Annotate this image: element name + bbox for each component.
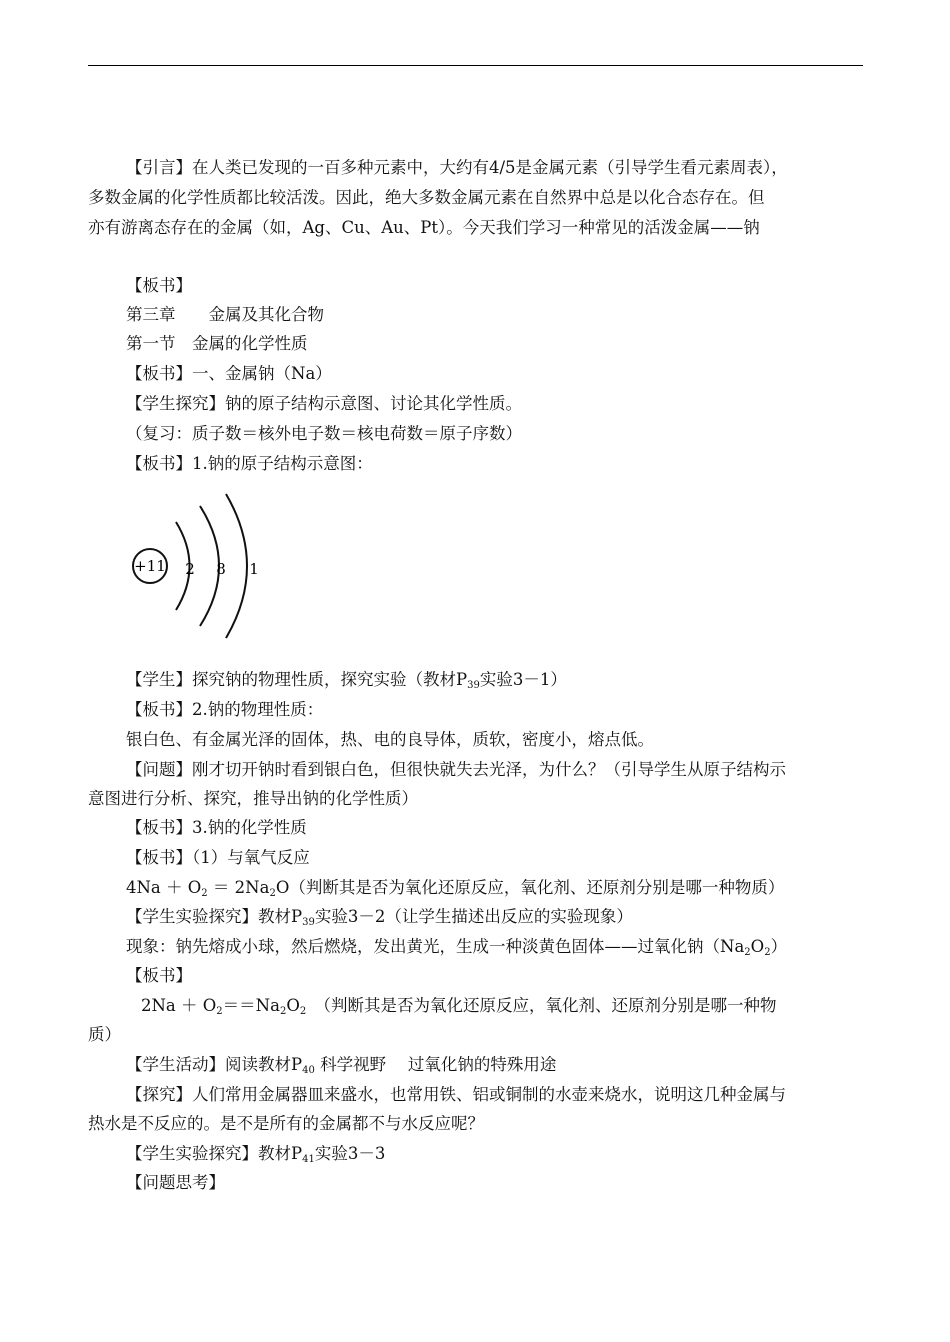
question-line-2: 意图进行分析、探究，推导出钠的化学性质） [88,789,418,808]
section-title: 第一节 金属的化学性质 [126,334,308,353]
board-atom-structure: 【板书】1.钠的原子结构示意图： [126,454,373,473]
shell-1-electrons: 2 [185,560,195,578]
electron-shell-3 [226,494,247,638]
student-experiment-2: 【学生实验探究】教材$P_{39}$实验3－2（让学生描述出反应的实验现象） [126,907,633,928]
student-physical-explore: 【学生】探究钠的物理性质，探究实验（教材$P_{39}$实验3－1） [126,670,567,691]
intro-line-3: 亦有游离态存在的金属（如，Ag、Cu、Au、Pt）。今天我们学习一种常见的活泼金属——钠 [88,218,760,237]
sodium-atom-diagram [118,492,268,642]
shell-2-electrons: 8 [216,560,226,578]
nucleus-label: +11 [134,557,166,575]
question-line-1: 【问题】刚才切开钠时看到银白色，但很快就失去光泽，为什么？（引导学生从原子结构示 [126,760,786,779]
phenomenon: 现象：钠先熔成小球，然后燃烧，发出黄光，生成一种淡黄色固体——过氧化钠$(Na_2O_2)$ [126,937,788,958]
student-activity: 【学生活动】阅读教材$P_{40}$ 科学视野 过氧化钠的特殊用途 [126,1055,557,1076]
board-oxygen-reaction: 【板书】（1）与氧气反应 [126,848,310,867]
physical-properties: 银白色、有金属光泽的固体，热、电的良导体，质软，密度小，熔点低。 [126,730,654,749]
student-explore-structure: 【学生探究】钠的原子结构示意图、讨论其化学性质。 [126,394,522,413]
board-heading-2: 【板书】 [126,966,192,985]
chapter-title: 第三章 金属及其化合物 [126,305,324,324]
intro-line-2: 多数金属的化学性质都比较活泼。因此，绝大多数金属元素在自然界中总是以化合态存在。但 [88,188,765,207]
board-physical: 【板书】2.钠的物理性质： [126,700,324,719]
board-chemical: 【板书】3.钠的化学性质 [126,818,307,837]
equation-2: $2Na + O_2==Na_2O_2$ （判断其是否为氧化还原反应，氧化剂、还原剂分别是哪一种物 [141,996,777,1017]
board-heading: 【板书】 [126,276,192,295]
student-experiment-3: 【学生实验探究】教材$P_{41}$实验3－3 [126,1144,386,1165]
equation-2-continued: 质） [88,1025,121,1044]
intro-line-1: 【引言】在人类已发现的一百多种元素中，大约有4/5是金属元素（引导学生看元素周表）， [126,158,788,177]
board-sodium: 【板书】一、金属钠（Na） [126,364,332,383]
explore-water-line-1: 【探究】人们常用金属器皿来盛水，也常用铁、铝或铜制的水壶来烧水，说明这几种金属与 [126,1085,786,1104]
explore-water-line-2: 热水是不反应的。是不是所有的金属都不与水反应呢？ [88,1114,484,1133]
header-rule [88,65,863,66]
question-thinking: 【问题思考】 [126,1173,225,1192]
equation-1: $4Na + O_2 = 2Na_2O$（判断其是否为氧化还原反应，氧化剂、还原剂分别是哪一种物质） [126,878,785,899]
shell-3-electrons: 1 [249,560,259,578]
review-note: （复习：质子数＝核外电子数＝核电荷数＝原子序数） [126,424,522,443]
